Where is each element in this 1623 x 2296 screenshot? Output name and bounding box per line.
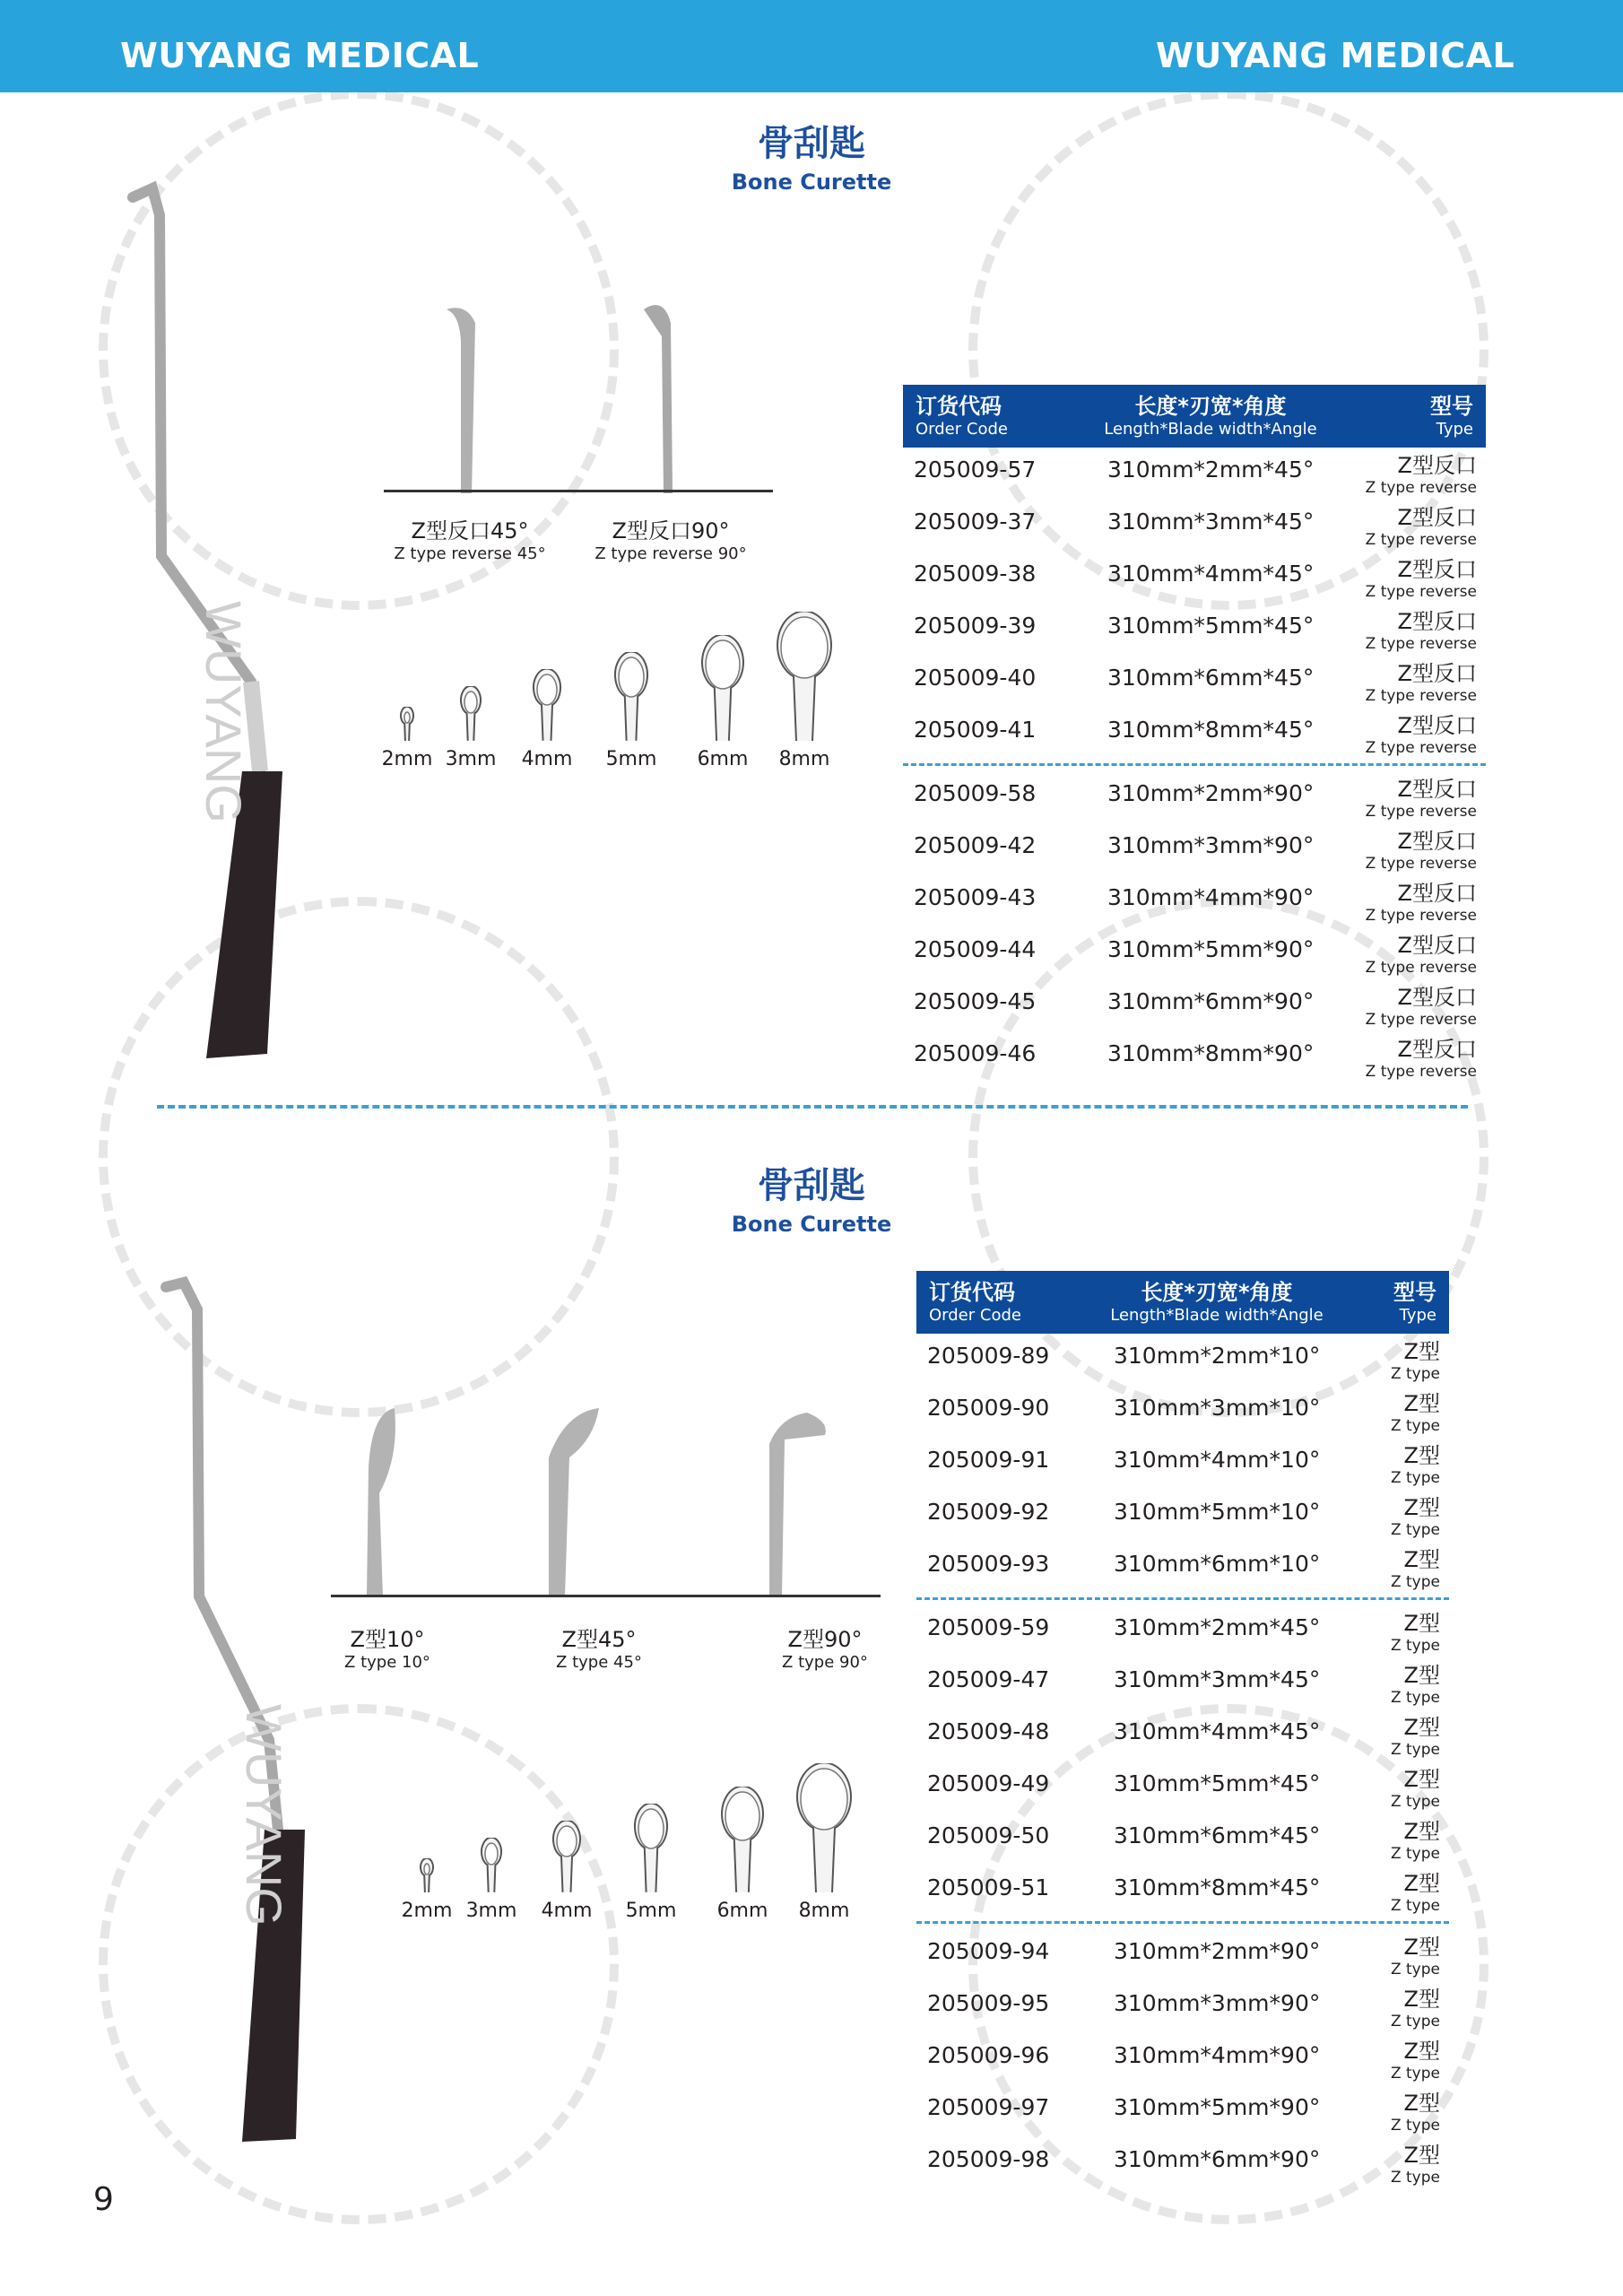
type-en: Z type (1390, 1573, 1440, 1591)
type-cn: Z型 (1403, 1663, 1440, 1688)
type-en: Z type (1390, 2117, 1440, 2135)
order-code: 205009-95 (927, 1990, 1050, 2016)
table-row (903, 500, 1486, 552)
table-row (903, 875, 1486, 927)
type-en: Z type reverse (1365, 583, 1477, 601)
tip-label: Z型45° Z type 45° (556, 1627, 642, 1672)
type-en: Z type (1390, 1365, 1440, 1383)
type (1366, 656, 1477, 705)
table-row (916, 1866, 1449, 1918)
order-code: 205009-57 (914, 457, 1037, 483)
type (1391, 1866, 1440, 1915)
blade-loop-icon (631, 1804, 671, 1892)
table-row (916, 1981, 1449, 2033)
table-header (916, 1271, 1449, 1334)
type (1391, 1929, 1440, 1979)
header-type-en: Type (1399, 1306, 1436, 1325)
type (1366, 604, 1477, 653)
type (1391, 2137, 1440, 2187)
type (1366, 1031, 1477, 1081)
table-header (903, 385, 1486, 448)
type (1391, 1605, 1440, 1655)
spec: 310mm*8mm*45° (1114, 1874, 1321, 1900)
type-cn: Z型反口 (1397, 933, 1477, 958)
header-type-en: Type (1436, 420, 1473, 439)
type-en: Z type (1390, 1845, 1440, 1863)
order-code: 205009-91 (927, 1447, 1050, 1473)
type (1391, 1981, 1440, 2031)
spec: 310mm*3mm*90° (1107, 832, 1315, 858)
spec: 310mm*3mm*90° (1114, 1990, 1321, 2016)
title-cn: 骨刮匙 (758, 123, 865, 164)
header-spec-en: Length*Blade width*Angle (1104, 420, 1317, 439)
type-cn: Z型 (1403, 1611, 1440, 1636)
spec: 310mm*2mm*90° (1107, 780, 1315, 806)
type (1366, 552, 1477, 601)
blade-size-label: 5mm (625, 1900, 677, 1922)
type (1391, 1761, 1440, 1811)
order-code: 205009-92 (927, 1499, 1050, 1525)
blade-loop-icon (550, 1821, 584, 1892)
order-table (916, 1271, 1449, 2189)
table-row (916, 1490, 1449, 1542)
curette-tip-z90-image (762, 1408, 834, 1596)
type-en: Z type (1390, 1897, 1440, 1915)
order-code: 205009-89 (927, 1343, 1050, 1369)
header-code-en: Order Code (916, 420, 1008, 439)
type-en: Z type (1390, 1521, 1440, 1539)
blade-loop-icon (457, 686, 484, 741)
table-row (916, 1334, 1449, 1386)
type-en: Z type (1390, 1793, 1440, 1811)
blade-size-label: 4mm (541, 1900, 593, 1922)
blade-loop-icon (718, 1787, 767, 1892)
table-row (916, 1929, 1449, 1981)
tip-label: Z型反口45° Z type reverse 45° (394, 518, 546, 563)
blade-loop-icon (417, 1858, 437, 1892)
order-code: 205009-37 (914, 509, 1037, 535)
page-number: 9 (93, 2181, 114, 2218)
curette-tip-reverse-90-image (637, 300, 690, 493)
blade-loop-icon (530, 669, 564, 741)
title-cn: 骨刮匙 (758, 1165, 865, 1206)
tip-label: Z型反口90° Z type reverse 90° (595, 518, 747, 563)
spec: 310mm*5mm*90° (1114, 2094, 1321, 2120)
table-row (916, 1386, 1449, 1438)
type-en: Z type reverse (1365, 687, 1477, 705)
blade-size-label: 2mm (401, 1900, 453, 1922)
brand-left: WUYANG MEDICAL (120, 36, 480, 75)
order-code: 205009-42 (914, 832, 1037, 858)
spec: 310mm*4mm*90° (1114, 2042, 1321, 2068)
table-row (903, 552, 1486, 604)
type (1366, 927, 1477, 977)
tip-label: Z型90° Z type 90° (782, 1627, 868, 1672)
order-code: 205009-45 (914, 988, 1037, 1014)
type-cn: Z型 (1403, 1495, 1440, 1520)
table-row (916, 1657, 1449, 1709)
header-spec-cn: 长度*刃宽*角度 (1134, 394, 1287, 419)
table-row (903, 927, 1486, 979)
order-code: 205009-47 (927, 1666, 1050, 1692)
blade-size-label: 6mm (697, 748, 749, 770)
spec: 310mm*3mm*45° (1107, 509, 1315, 535)
order-code: 205009-39 (914, 613, 1037, 639)
blade-size-label: 8mm (798, 1900, 850, 1922)
type-cn: Z型反口 (1397, 713, 1477, 738)
type-cn: Z型 (1403, 1443, 1440, 1468)
type-cn: Z型 (1403, 1339, 1440, 1364)
type (1391, 2033, 1440, 2083)
spec: 310mm*6mm*45° (1107, 665, 1315, 691)
title-en: Bone Curette (731, 1212, 892, 1237)
type-cn: Z型 (1403, 1935, 1440, 1960)
type-en: Z type (1390, 2169, 1440, 2187)
order-code: 205009-50 (927, 1822, 1050, 1848)
type (1391, 2085, 1440, 2135)
curette-tip-reverse-45-image (439, 305, 493, 493)
curette-instrument-image (143, 1274, 377, 2152)
type-en: Z type (1390, 1689, 1440, 1707)
group-separator (916, 1921, 1449, 1924)
type (1366, 771, 1477, 821)
table-row (903, 1031, 1486, 1083)
header-code-en: Order Code (929, 1306, 1021, 1325)
type-en: Z type reverse (1365, 739, 1477, 757)
tip-label: Z型10° Z type 10° (344, 1627, 430, 1672)
spec: 310mm*5mm*45° (1107, 613, 1315, 639)
type-en: Z type reverse (1365, 1011, 1477, 1029)
header-spec-cn: 长度*刃宽*角度 (1141, 1280, 1293, 1305)
type (1391, 1490, 1440, 1539)
type-cn: Z型 (1403, 1819, 1440, 1844)
type-en: Z type (1390, 1637, 1440, 1655)
order-code: 205009-46 (914, 1040, 1037, 1066)
order-code: 205009-90 (927, 1395, 1050, 1421)
type-en: Z type reverse (1365, 907, 1477, 925)
section-divider (157, 1105, 1468, 1109)
type-cn: Z型反口 (1397, 881, 1477, 906)
order-code: 205009-49 (927, 1770, 1050, 1796)
instrument-brand: WUYANG (195, 601, 252, 823)
blade-size-label: 6mm (716, 1900, 768, 1922)
order-code: 205009-94 (927, 1938, 1050, 1964)
spec: 310mm*6mm*90° (1107, 988, 1315, 1014)
type-cn: Z型 (1403, 1871, 1440, 1896)
order-code: 205009-41 (914, 717, 1037, 743)
order-code: 205009-58 (914, 780, 1037, 806)
type (1391, 1386, 1440, 1435)
order-code: 205009-43 (914, 884, 1037, 910)
tip-baseline (331, 1595, 881, 1597)
blade-size-label: 3mm (445, 748, 497, 770)
instrument-brand: WUYANG (236, 1704, 292, 1926)
type (1391, 1438, 1440, 1487)
order-code: 205009-48 (927, 1718, 1050, 1744)
type-en: Z type reverse (1365, 479, 1477, 497)
type-cn: Z型反口 (1397, 985, 1477, 1010)
spec: 310mm*8mm*45° (1107, 717, 1315, 743)
table-row (916, 2085, 1449, 2137)
group-separator (903, 763, 1486, 766)
table-row (916, 1761, 1449, 1813)
order-table (903, 385, 1486, 1083)
blade-size-label: 8mm (778, 748, 830, 770)
table-row (916, 1438, 1449, 1490)
table-row (903, 771, 1486, 823)
blade-loop-icon (478, 1838, 505, 1892)
spec: 310mm*2mm*90° (1114, 1938, 1321, 1964)
type-cn: Z型 (1403, 1715, 1440, 1740)
table-row (903, 708, 1486, 760)
type-en: Z type (1390, 1741, 1440, 1759)
order-code: 205009-98 (927, 2146, 1050, 2172)
table-row (916, 1605, 1449, 1657)
blade-loop-icon (612, 652, 651, 741)
table-row (916, 1813, 1449, 1866)
table-row (916, 1709, 1449, 1761)
type-en: Z type reverse (1365, 803, 1477, 821)
blade-size-label: 2mm (381, 748, 433, 770)
type-en: Z type reverse (1365, 855, 1477, 873)
type-cn: Z型 (1403, 1987, 1440, 2012)
curette-instrument-image (117, 179, 350, 1067)
order-code: 205009-59 (927, 1614, 1050, 1640)
blade-size-label: 3mm (465, 1900, 517, 1922)
type-cn: Z型反口 (1397, 505, 1477, 530)
type-en: Z type (1390, 2065, 1440, 2083)
title-en: Bone Curette (731, 170, 892, 195)
spec: 310mm*5mm*90° (1107, 936, 1315, 962)
type-cn: Z型反口 (1397, 1037, 1477, 1062)
spec: 310mm*4mm*45° (1107, 561, 1315, 587)
spec: 310mm*3mm*10° (1114, 1395, 1321, 1421)
header-type-cn: 型号 (1393, 1280, 1436, 1305)
spec: 310mm*3mm*45° (1114, 1666, 1321, 1692)
table-row (903, 979, 1486, 1031)
type (1366, 979, 1477, 1029)
blade-loop-icon (397, 707, 417, 741)
type (1366, 448, 1477, 497)
blade-loop-icon (774, 612, 835, 741)
order-code: 205009-51 (927, 1874, 1050, 1900)
section-title (0, 1157, 1623, 1237)
order-code: 205009-97 (927, 2094, 1050, 2120)
type-en: Z type (1390, 2013, 1440, 2031)
spec: 310mm*5mm*45° (1114, 1770, 1321, 1796)
blade-size-label: 5mm (605, 748, 657, 770)
type (1391, 1542, 1440, 1591)
type-en: Z type (1390, 1469, 1440, 1487)
spec: 310mm*4mm*45° (1114, 1718, 1321, 1744)
type-en: Z type reverse (1365, 1063, 1477, 1081)
header-spec-en: Length*Blade width*Angle (1110, 1306, 1324, 1325)
page-header (0, 0, 1623, 92)
type-cn: Z型反口 (1397, 829, 1477, 854)
spec: 310mm*4mm*10° (1114, 1447, 1321, 1473)
type-cn: Z型反口 (1397, 661, 1477, 686)
type-cn: Z型反口 (1397, 557, 1477, 582)
spec: 310mm*2mm*45° (1107, 457, 1315, 483)
type (1391, 1334, 1440, 1383)
curette-tip-z10-image (354, 1404, 408, 1596)
spec: 310mm*6mm*10° (1114, 1551, 1321, 1577)
type (1366, 875, 1477, 925)
type (1391, 1813, 1440, 1863)
blade-loop-icon (794, 1763, 855, 1892)
table-row (916, 2033, 1449, 2085)
order-code: 205009-44 (914, 936, 1037, 962)
header-type-cn: 型号 (1430, 394, 1473, 419)
table-row (903, 823, 1486, 875)
type-cn: Z型 (1403, 1767, 1440, 1792)
type (1366, 708, 1477, 757)
type-cn: Z型 (1403, 2143, 1440, 2168)
spec: 310mm*6mm*45° (1114, 1822, 1321, 1848)
order-code: 205009-40 (914, 665, 1037, 691)
type-cn: Z型 (1403, 2039, 1440, 2064)
type-en: Z type reverse (1365, 959, 1477, 977)
type-cn: Z型反口 (1397, 609, 1477, 634)
type-cn: Z型 (1403, 1547, 1440, 1572)
type-cn: Z型反口 (1397, 777, 1477, 802)
type-cn: Z型 (1403, 2091, 1440, 2116)
spec: 310mm*6mm*90° (1114, 2146, 1321, 2172)
brand-right: WUYANG MEDICAL (1156, 36, 1515, 75)
header-code-cn: 订货代码 (929, 1280, 1015, 1305)
spec: 310mm*8mm*90° (1107, 1040, 1315, 1066)
type-en: Z type reverse (1365, 531, 1477, 549)
type (1391, 1709, 1440, 1759)
spec: 310mm*2mm*45° (1114, 1614, 1321, 1640)
curette-tip-z45-image (538, 1404, 610, 1596)
table-row (903, 604, 1486, 656)
header-code-cn: 订货代码 (916, 394, 1002, 419)
type-cn: Z型 (1403, 1391, 1440, 1416)
table-row (903, 656, 1486, 708)
table-row (903, 448, 1486, 500)
order-code: 205009-96 (927, 2042, 1050, 2068)
spec: 310mm*4mm*90° (1107, 884, 1315, 910)
table-row (916, 1542, 1449, 1594)
group-separator (916, 1597, 1449, 1600)
type (1366, 500, 1477, 549)
blade-loop-icon (699, 635, 747, 741)
type (1366, 823, 1477, 873)
type-en: Z type reverse (1365, 635, 1477, 653)
type (1391, 1657, 1440, 1707)
blade-size-label: 4mm (521, 748, 573, 770)
type-en: Z type (1390, 1417, 1440, 1435)
spec: 310mm*5mm*10° (1114, 1499, 1321, 1525)
type-en: Z type (1390, 1961, 1440, 1979)
order-code: 205009-38 (914, 561, 1037, 587)
order-code: 205009-93 (927, 1551, 1050, 1577)
table-row (916, 2137, 1449, 2189)
tip-baseline (384, 490, 773, 492)
spec: 310mm*2mm*10° (1114, 1343, 1321, 1369)
type-cn: Z型反口 (1397, 453, 1477, 478)
